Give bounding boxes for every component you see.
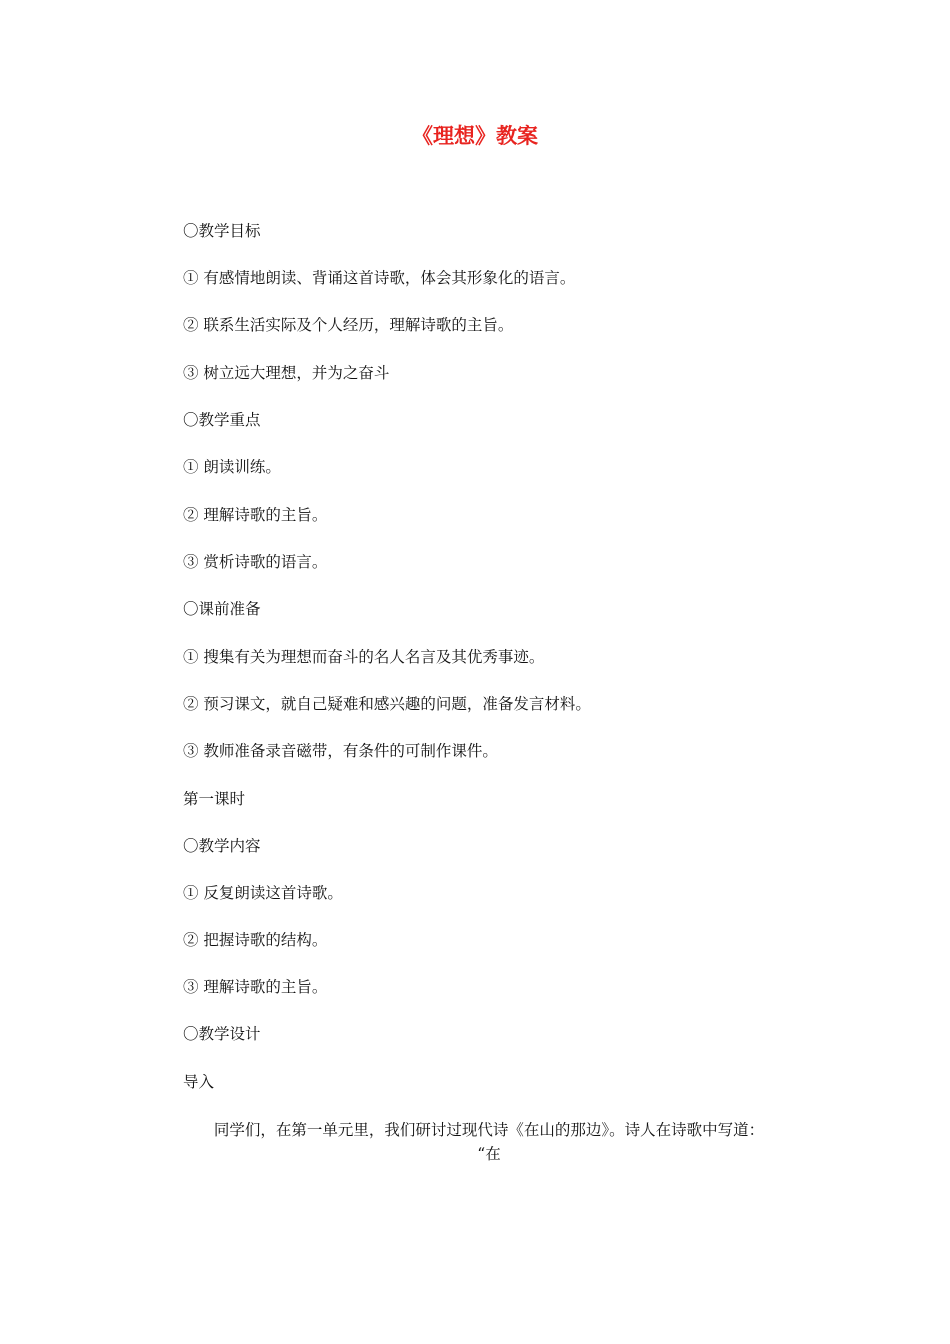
list-item: ② 把握诗歌的结构。 bbox=[183, 931, 328, 949]
list-item: ② 联系生活实际及个人经历，理解诗歌的主旨。 bbox=[183, 316, 514, 334]
list-item: ③ 赏析诗歌的语言。 bbox=[183, 553, 328, 571]
list-item: ① 有感情地朗读、背诵这首诗歌，体会其形象化的语言。 bbox=[183, 269, 576, 287]
list-item: ① 搜集有关为理想而奋斗的名人名言及其优秀事迹。 bbox=[183, 648, 545, 666]
body-paragraph-line: “在 bbox=[477, 1145, 501, 1163]
section-heading-design: 〇教学设计 bbox=[183, 1025, 261, 1043]
list-item: ③ 理解诗歌的主旨。 bbox=[183, 978, 328, 996]
list-item: ③ 教师准备录音磁带，有条件的可制作课件。 bbox=[183, 742, 498, 760]
list-item: ① 朗读训练。 bbox=[183, 458, 281, 476]
list-item: ① 反复朗读这首诗歌。 bbox=[183, 884, 343, 902]
lesson-period-heading: 第一课时 bbox=[183, 790, 246, 808]
body-paragraph-line: 同学们，在第一单元里，我们研讨过现代诗《在山的那边》。诗人在诗歌中写道： bbox=[213, 1121, 765, 1139]
subsection-heading-intro: 导入 bbox=[183, 1073, 215, 1091]
section-heading-content: 〇教学内容 bbox=[183, 837, 261, 855]
section-heading-preparation: 〇课前准备 bbox=[183, 600, 261, 618]
section-heading-key-points: 〇教学重点 bbox=[183, 411, 261, 429]
document-title: 《理想》教案 bbox=[412, 124, 538, 148]
list-item: ③ 树立远大理想，并为之奋斗 bbox=[183, 364, 390, 382]
list-item: ② 预习课文，就自己疑难和感兴趣的问题，准备发言材料。 bbox=[183, 695, 591, 713]
section-heading-objectives: 〇教学目标 bbox=[183, 222, 261, 240]
list-item: ② 理解诗歌的主旨。 bbox=[183, 506, 328, 524]
